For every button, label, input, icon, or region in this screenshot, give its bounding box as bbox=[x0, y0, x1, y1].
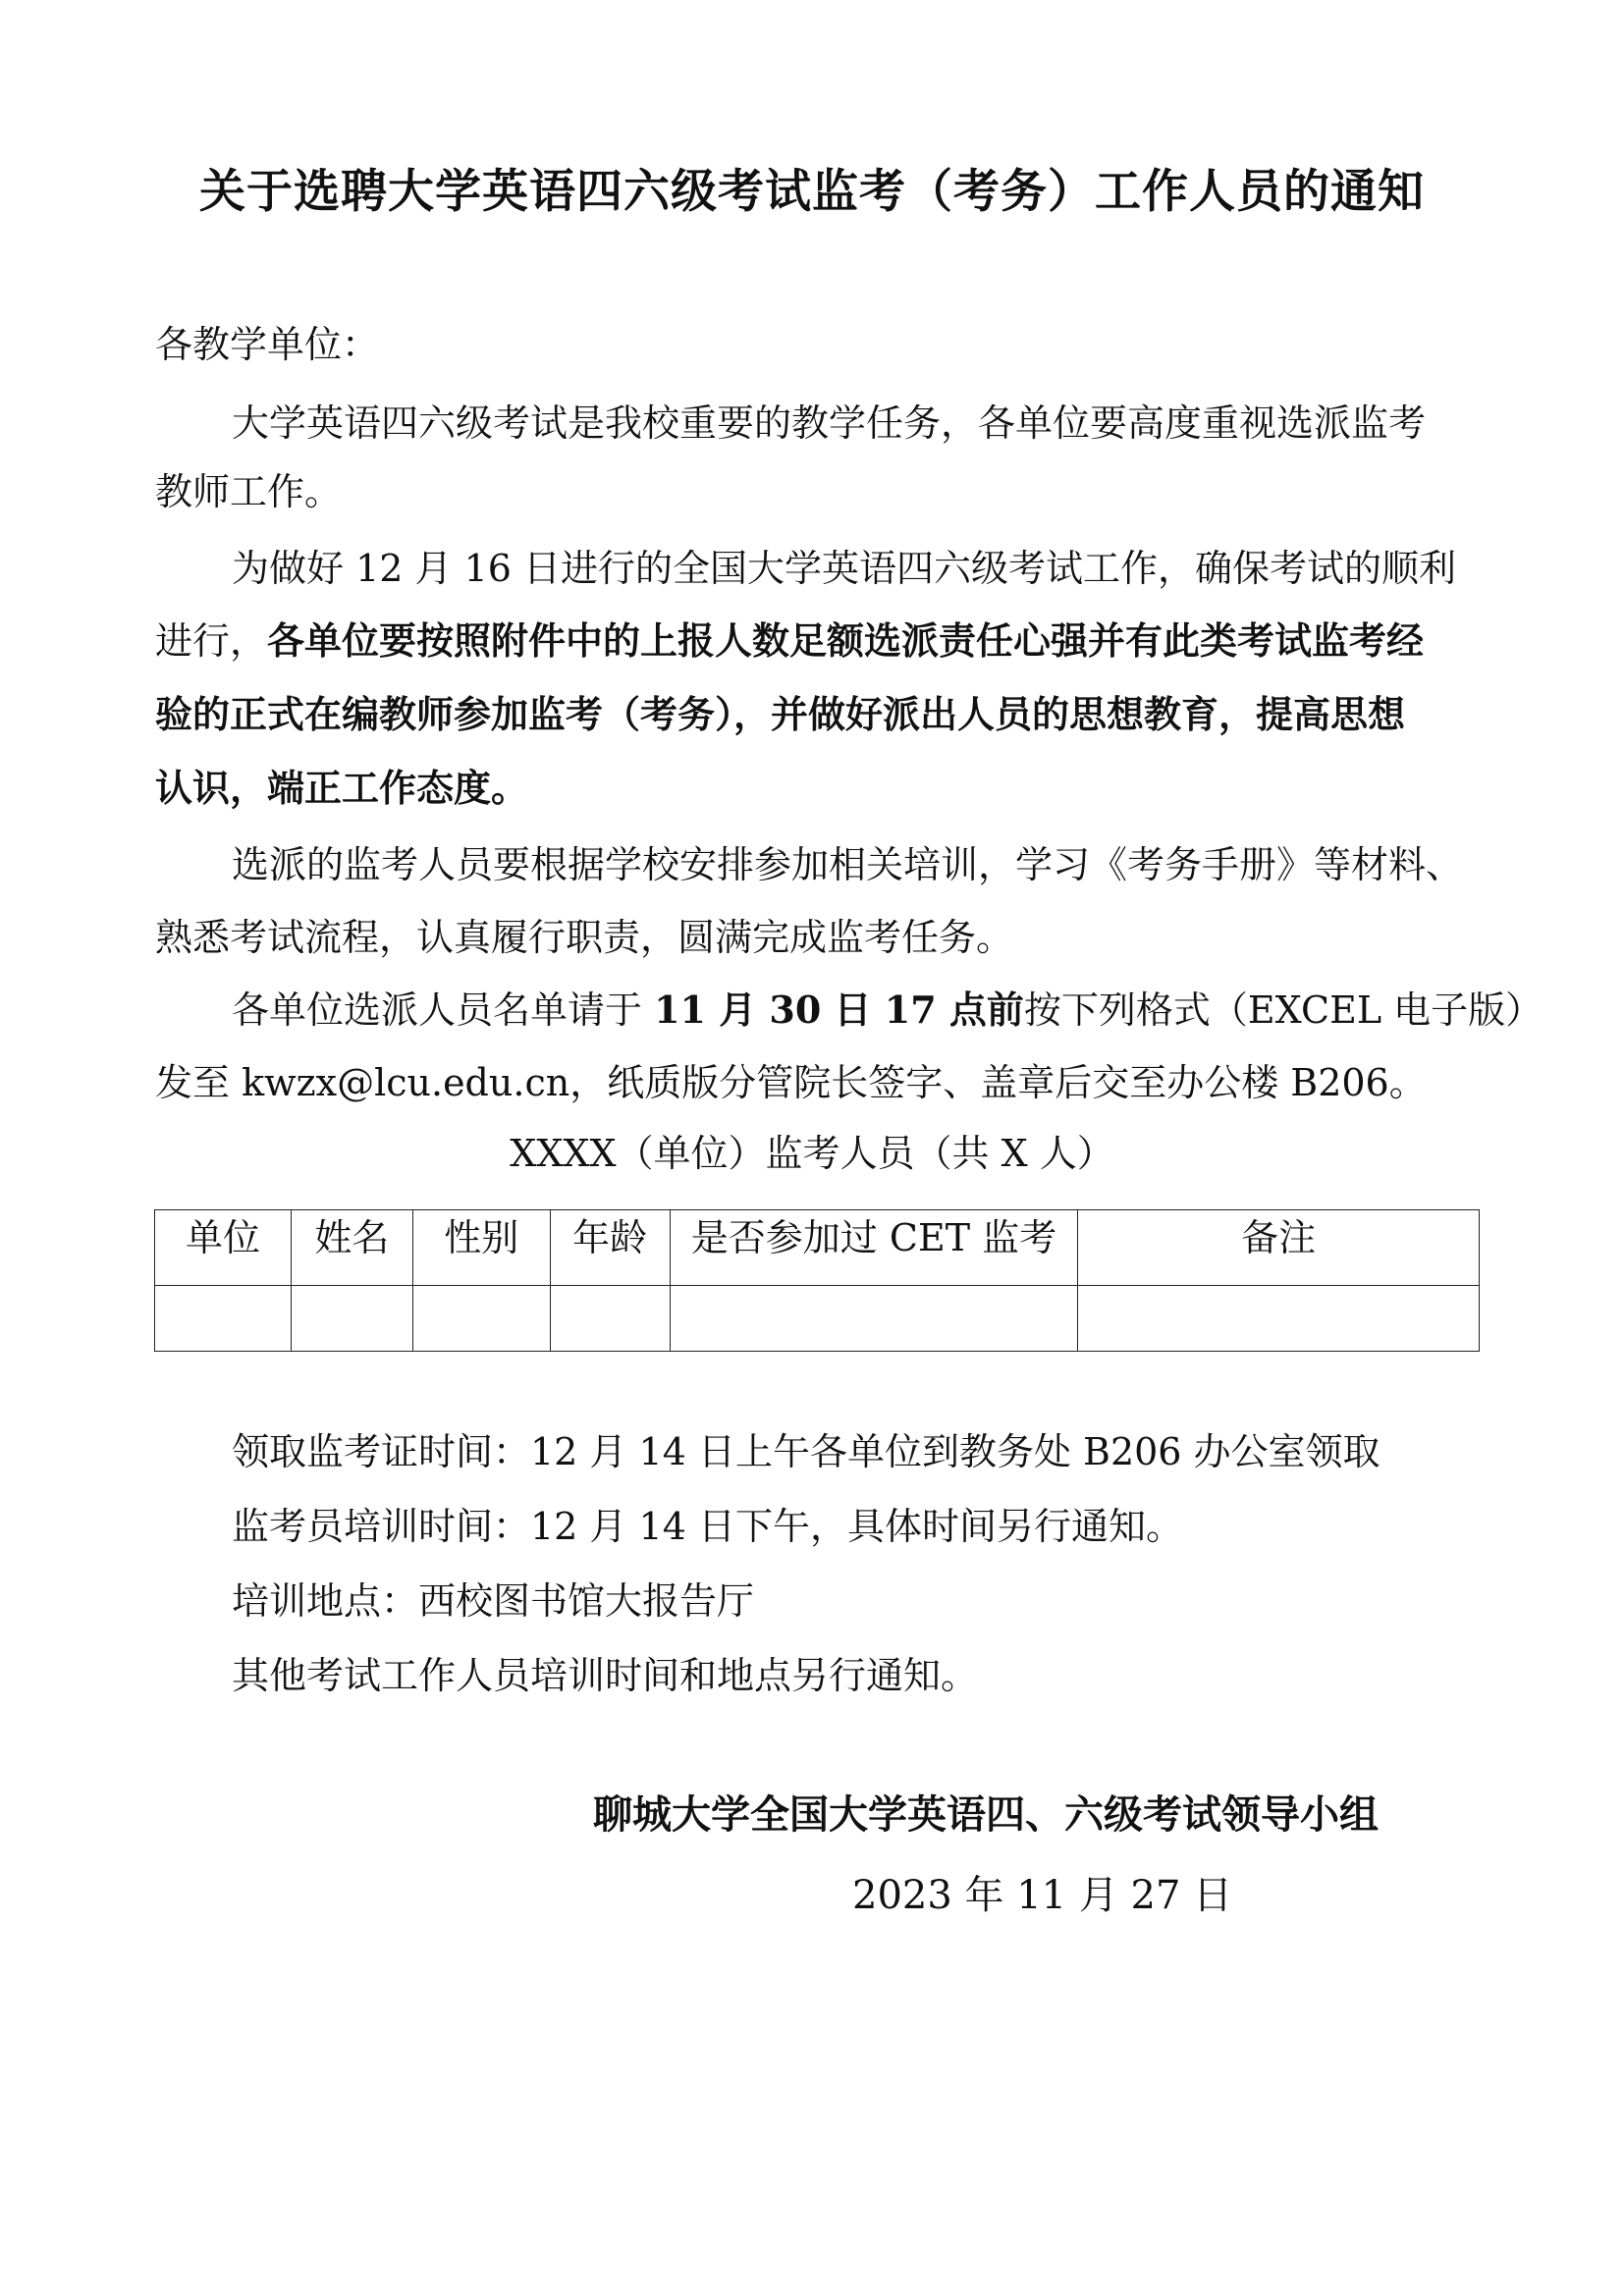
table-row bbox=[155, 1286, 1480, 1352]
table-caption: XXXX（单位）监考人员（共 X 人） bbox=[510, 1132, 1114, 1175]
header-gender: 性别 bbox=[412, 1210, 550, 1286]
para4-line1-b: 按下列格式（EXCEL 电子版） bbox=[1023, 988, 1543, 1032]
para2-line2-bold: 各单位要按照附件中的上报人数足额选派责任心强并有此类考试监考经 bbox=[267, 618, 1425, 663]
cell-gender bbox=[412, 1286, 550, 1352]
table-header-row bbox=[155, 1210, 1480, 1286]
para1-line1: 大学英语四六级考试是我校重要的教学任务，各单位要高度重视选派监考 bbox=[232, 401, 1427, 445]
cell-unit bbox=[155, 1286, 292, 1352]
signature-date: 2023 年 11 月 27 日 bbox=[852, 1873, 1233, 1918]
cell-name bbox=[291, 1286, 412, 1352]
para4-line1 bbox=[232, 986, 1557, 1035]
para1-line2: 教师工作。 bbox=[155, 470, 343, 513]
deadline-text: 11 月 30 日 17 点前 bbox=[654, 988, 1024, 1032]
cell-age bbox=[550, 1286, 670, 1352]
note-pickup: 领取监考证时间：12 月 14 日上午各单位到教务处 B206 办公室领取 bbox=[232, 1430, 1380, 1473]
para2-line2-plain: 进行， bbox=[155, 619, 268, 663]
para4-line1-a: 各单位选派人员名单请于 bbox=[232, 988, 655, 1032]
note-training-place: 培训地点：西校图书馆大报告厅 bbox=[232, 1579, 755, 1623]
para2-line1: 为做好 12 月 16 日进行的全国大学英语四六级考试工作，确保考试的顺利 bbox=[232, 547, 1457, 590]
para2-line4: 认识，端正工作态度。 bbox=[155, 766, 529, 810]
para3-line1: 选派的监考人员要根据学校安排参加相关培训，学习《考务手册》等材料、 bbox=[232, 843, 1464, 886]
header-unit: 单位 bbox=[155, 1210, 292, 1286]
header-cet-experience: 是否参加过 CET 监考 bbox=[670, 1210, 1078, 1286]
note-other: 其他考试工作人员培训时间和地点另行通知。 bbox=[232, 1654, 979, 1697]
para4-line2: 发至 kwzx@lcu.edu.cn，纸质版分管院长签字、盖章后交至办公楼 B206。 bbox=[155, 1061, 1427, 1104]
salutation: 各教学单位： bbox=[155, 323, 380, 366]
note-training-time: 监考员培训时间：12 月 14 日下午，具体时间另行通知。 bbox=[232, 1505, 1183, 1548]
para2-line3: 验的正式在编教师参加监考（考务），并做好派出人员的思想教育，提高思想 bbox=[155, 692, 1406, 736]
header-age: 年龄 bbox=[550, 1210, 670, 1286]
signature-org: 聊城大学全国大学英语四、六级考试领导小组 bbox=[593, 1792, 1379, 1838]
cell-remarks bbox=[1078, 1286, 1480, 1352]
header-name: 姓名 bbox=[291, 1210, 412, 1286]
header-remarks: 备注 bbox=[1078, 1210, 1480, 1286]
cell-cet-experience bbox=[670, 1286, 1078, 1352]
notice-title: 关于选聘大学英语四六级考试监考（考务）工作人员的通知 bbox=[199, 165, 1425, 219]
para2-line2 bbox=[155, 616, 1481, 666]
para3-line2: 熟悉考试流程，认真履行职责，圆满完成监考任务。 bbox=[155, 916, 1014, 959]
roster-table bbox=[154, 1209, 1480, 1352]
